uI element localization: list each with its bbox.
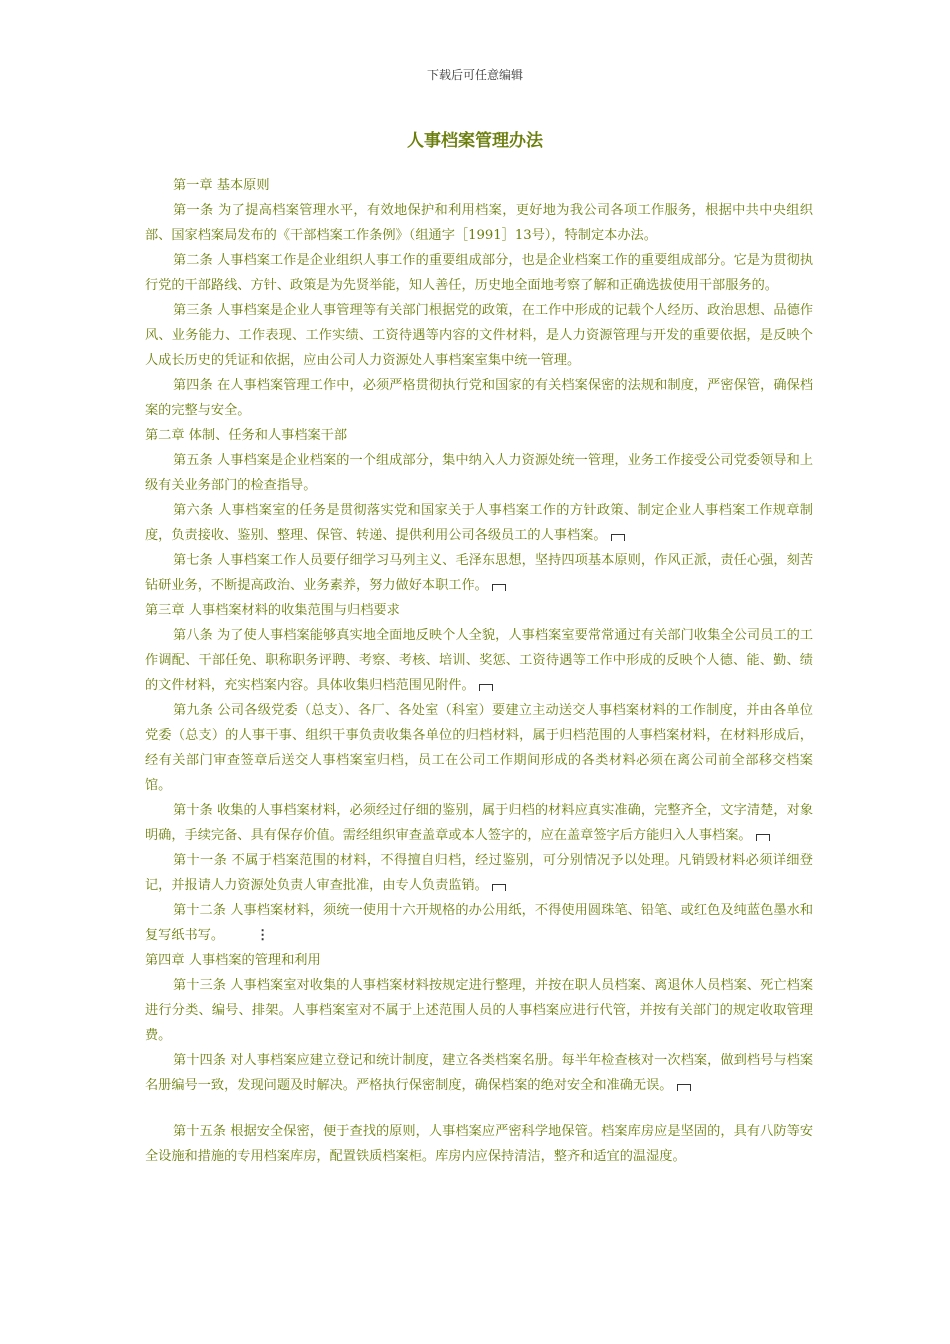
article-text: 第十五条 根据安全保密，便于查找的原则，人事档案应严密科学地保管。档案库房应是坚固的，具有八防等安全设施和措施的专用档案库房，配置铁质档案柜。库房内应保持清洁，整齐和适宜的温湿度。	[145, 1124, 813, 1164]
article-paragraph	[145, 898, 813, 948]
article-paragraph	[145, 198, 813, 248]
footnote-bracket-icon	[611, 534, 625, 541]
article-text: 第三条 人事档案是企业人事管理等有关部门根据党的政策，在工作中形成的记载个人经历、政治思想、品德作风、业务能力、工作表现、工作实绩、工资待遇等内容的文件材料，是人力资源管理与开发的重要依据，是反映个人成长历史的凭证和依据，应由公司人力资源处人事档案室集中统一管理。	[145, 303, 813, 368]
footnote-bracket-icon	[756, 834, 770, 841]
article-text: 第四条 在人事档案管理工作中，必须严格贯彻执行党和国家的有关档案保密的法规和制度，严密保管，确保档案的完整与安全。	[145, 378, 813, 418]
article-text: 第十一条 不属于档案范围的材料，不得擅自归档，经过鉴别，可分别情况予以处理。凡销毁材料必须详细登记，并报请人力资源处负责人审查批准，由专人负责监销。	[145, 853, 813, 893]
article-paragraph	[145, 973, 813, 1048]
page-header: 下载后可任意编辑	[426, 68, 523, 82]
article-text: 第二条 人事档案工作是企业组织人事工作的重要组成部分，也是企业档案工作的重要组成部分。它是为贯彻执行党的干部路线、方针、政策是为先贤举能，知人善任，历史地全面地考察了解和正确选拔使用干部服务的。	[145, 253, 813, 293]
footnote-bracket-icon	[479, 684, 493, 691]
chapter-heading	[145, 948, 813, 973]
article-text: 第九条 公司各级党委（总支）、各厂、各处室（科室）要建立主动送交人事档案材料的工作制度，并由各单位党委（总支）的人事干事、组织干事负责收集各单位的归档材料，属于归档范围的人事档案材料，在材料形成后，经有关部门审查签章后送交人事档案室归档，员工在公司工作期间形成的各类材料必须在离公司前全部移交档案馆。	[145, 703, 813, 793]
article-paragraph	[145, 448, 813, 498]
article-paragraph	[145, 623, 813, 698]
article-paragraph	[145, 1119, 813, 1169]
footnote-bracket-icon	[492, 884, 506, 891]
article-paragraph	[145, 298, 813, 373]
article-paragraph	[145, 798, 813, 848]
document-title: 人事档案管理办法	[407, 131, 543, 151]
article-paragraph	[145, 248, 813, 298]
chapter-heading	[145, 173, 813, 198]
vertical-dots-icon: ⋮	[256, 928, 270, 943]
article-text: 第十二条 人事档案材料，须统一使用十六开规格的办公用纸，不得使用圆珠笔、铅笔、或红色及纯蓝色墨水和复写纸书写。	[145, 903, 813, 943]
article-text: 第十条 收集的人事档案材料，必须经过仔细的鉴别，属于归档的材料应真实准确，完整齐全，文字清楚，对象明确，手续完备、具有保存价值。需经组织审查盖章或本人签字的，应在盖章签字后方能归入人事档案。	[145, 803, 813, 843]
footnote-bracket-icon	[677, 1084, 691, 1091]
article-text: 第六条 人事档案室的任务是贯彻落实党和国家关于人事档案工作的方针政策、制定企业人事档案工作规章制度，负责接收、鉴别、整理、保管、转递、提供利用公司各级员工的人事档案。	[145, 503, 813, 543]
article-text: 第十四条 对人事档案应建立登记和统计制度，建立各类档案名册。每半年检查核对一次档案，做到档号与档案名册编号一致，发现问题及时解决。严格执行保密制度，确保档案的绝对安全和准确无误。	[145, 1053, 813, 1093]
article-paragraph	[145, 1048, 813, 1098]
chapter-heading	[145, 598, 813, 623]
chapter-heading-text: 第二章 体制、任务和人事档案干部	[145, 428, 348, 443]
article-paragraph	[145, 548, 813, 598]
chapter-heading-text: 第四章 人事档案的管理和利用	[145, 953, 321, 968]
chapter-heading-text: 第一章 基本原则	[173, 178, 270, 193]
article-paragraph	[145, 848, 813, 898]
chapter-heading-text: 第三章 人事档案材料的收集范围与归档要求	[145, 603, 400, 618]
article-text: 第五条 人事档案是企业档案的一个组成部分，集中纳入人力资源处统一管理，业务工作接受公司党委领导和上级有关业务部门的检查指导。	[145, 453, 813, 493]
article-text: 第一条 为了提高档案管理水平，有效地保护和利用档案，更好地为我公司各项工作服务，根据中共中央组织部、国家档案局发布的《干部档案工作条例》（组通字［1991］13号），特制定本办法。	[145, 203, 813, 243]
footnote-bracket-icon	[492, 584, 506, 591]
chapter-heading	[145, 423, 813, 448]
article-text: 第八条 为了使人事档案能够真实地全面地反映个人全貌，人事档案室要常常通过有关部门收集全公司员工的工作调配、干部任免、职称职务评聘、考察、考核、培训、奖惩、工资待遇等工作中形成的反映个人德、能、勤、绩的文件材料，充实档案内容。具体收集归档范围见附件。	[145, 628, 813, 693]
article-paragraph	[145, 498, 813, 548]
article-paragraph	[145, 373, 813, 423]
paragraph-gap	[145, 1098, 813, 1119]
article-paragraph	[145, 698, 813, 798]
article-text: 第七条 人事档案工作人员要仔细学习马列主义、毛泽东思想，坚持四项基本原则，作风正派，责任心强，刻苦钻研业务，不断提高政治、业务素养，努力做好本职工作。	[145, 553, 813, 593]
document-body	[145, 173, 813, 1169]
article-text: 第十三条 人事档案室对收集的人事档案材料按规定进行整理，并按在职人员档案、离退休人员档案、死亡档案进行分类、编号、排架。人事档案室对不属于上述范围人员的人事档案应进行代管，并按有关部门的规定收取管理费。	[145, 978, 813, 1043]
